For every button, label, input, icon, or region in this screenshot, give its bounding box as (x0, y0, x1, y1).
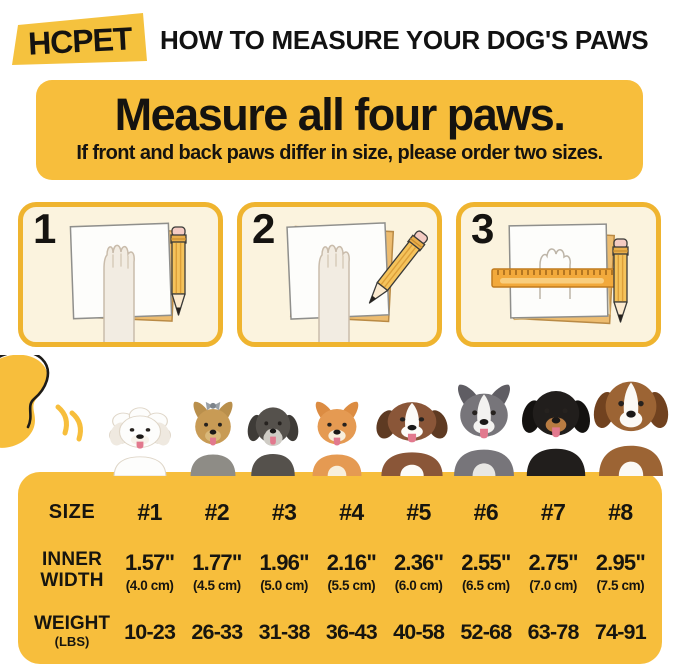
size-value-1: #1 (137, 498, 162, 525)
size-value-8: #8 (608, 498, 633, 525)
inner-width-cm-7: (7.0 cm) (529, 577, 578, 593)
inner-width-value-1: 1.57" (4.0 cm) (116, 550, 183, 593)
inner-width-value-2: 1.77" (4.5 cm) (183, 550, 250, 593)
inner-width-cm-1: (4.0 cm) (125, 577, 174, 593)
header (0, 0, 679, 78)
step-card-2 (237, 202, 442, 347)
inner-width-value-6: 2.55" (6.5 cm) (452, 550, 519, 593)
weight-unit-label: (LBS) (54, 634, 90, 650)
dog-lineup (0, 347, 679, 472)
pencil-icon (613, 239, 628, 322)
weight-row (28, 604, 654, 660)
dog-miniature-schnauzer (241, 396, 305, 476)
inner-width-value-8: 2.95" (7.5 cm) (587, 550, 654, 593)
inner-width-cm-8: (7.5 cm) (596, 577, 645, 593)
inner-width-row (28, 538, 654, 604)
weight-value-3: 31-38 (258, 619, 310, 644)
dog-photos-row (0, 347, 679, 472)
size-row-label: SIZE (48, 500, 96, 523)
size-chart-panel (18, 472, 662, 664)
step-card-1 (18, 202, 223, 347)
inner-width-cm-3: (5.0 cm) (260, 577, 309, 593)
size-value-5: #5 (406, 498, 431, 525)
inner-width-cm-4: (5.5 cm) (327, 577, 376, 593)
inner-width-value-3: 1.96" (5.0 cm) (251, 550, 318, 593)
hero-subtitle: If front and back paws differ in size, please order two sizes. (76, 142, 603, 164)
dog-paw-icon (319, 245, 349, 343)
weight-value-6: 52-68 (460, 619, 512, 644)
step-card-3 (456, 202, 661, 347)
weight-value-4: 36-43 (325, 619, 377, 644)
logo-text: HCPET (27, 20, 133, 62)
inner-width-row-label: INNER WIDTH (40, 549, 104, 591)
hero-title: Measure all four paws. (114, 89, 565, 140)
dog-paw-icon (104, 245, 134, 343)
dog-yorkshire-terrier (180, 398, 246, 476)
hero-banner (36, 80, 643, 180)
measurement-steps (18, 202, 661, 347)
brand-logo (12, 11, 152, 69)
step-number: 1 (33, 205, 55, 252)
weight-value-1: 10-23 (124, 619, 176, 644)
inner-width-value-7: 2.75" (7.0 cm) (520, 550, 587, 593)
size-row (28, 486, 654, 538)
size-value-7: #7 (540, 498, 566, 525)
inner-width-value-4: 2.16" (5.5 cm) (318, 550, 385, 593)
size-value-2: #2 (204, 498, 230, 525)
dog-shiba-inu (301, 398, 373, 476)
inner-width-cm-5: (6.0 cm) (394, 577, 443, 593)
step-number: 2 (252, 205, 274, 252)
ruler-icon (492, 269, 618, 287)
weight-value-8: 74-91 (594, 619, 646, 644)
page-title: HOW TO MEASURE YOUR DOG'S PAWS (160, 24, 649, 55)
inner-width-value-5: 2.36" (6.0 cm) (385, 550, 452, 593)
dog-bichon-frise (102, 406, 178, 476)
inner-width-cm-6: (6.5 cm) (461, 577, 510, 593)
weight-value-2: 26-33 (191, 619, 243, 644)
inner-width-cm-2: (4.5 cm) (192, 577, 241, 593)
size-value-4: #4 (339, 498, 364, 525)
weight-value-7: 63-78 (527, 619, 579, 644)
step-number: 3 (471, 205, 493, 252)
dog-saint-bernard (584, 366, 678, 476)
weight-row-label: WEIGHT (LBS) (28, 614, 116, 649)
size-value-3: #3 (271, 498, 297, 525)
weight-value-5: 40-58 (393, 619, 445, 644)
size-value-6: #6 (473, 498, 499, 525)
